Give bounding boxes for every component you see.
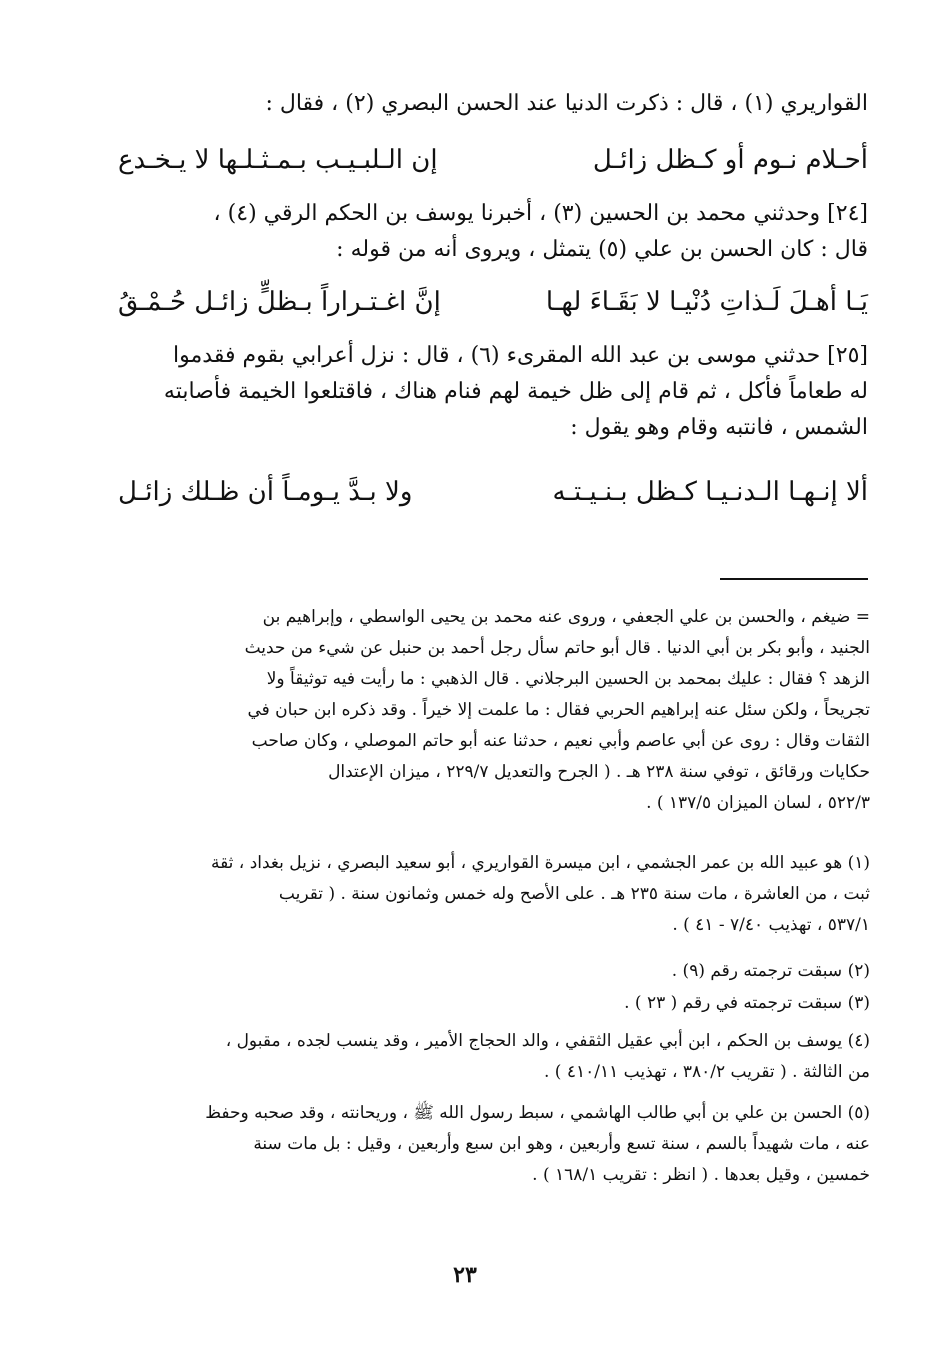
poem-verse-1 <box>118 140 868 180</box>
footnote-line: (١) هو عبيد الله بن عمر الجشمي ، ابن ميسرة القواريري ، أبو سعيد البصري ، نزيل بغداد ، ثقة <box>210 853 870 873</box>
paragraph-narration-24 <box>120 196 868 268</box>
verse-second-hemistich: إن الـلبـيـب بـمـثـلـها لا يـخـدع <box>118 145 438 175</box>
footnote-line: (٤) يوسف بن الحكم ، ابن أبي عقيل الثقفي ، والد الحجاج الأمير ، وقد ينسب لجده ، مقبول ، <box>225 1031 870 1051</box>
footnote-line: ٥٣٧/١ ، تهذيب ٧/٤٠ - ٤١ ) . <box>672 915 870 935</box>
footnote-4 <box>118 1026 870 1088</box>
text-line: له طعاماً فأكل ، ثم قام إلى ظل خيمة لهم فنام هناك ، فاقتلعوا الخيمة فأصابته <box>163 379 868 404</box>
footnote-line: (٥) الحسن بن علي بن أبي طالب الهاشمي ، سبط رسول الله ﷺ ، وريحانته ، وقد صحبه وحفظ <box>205 1103 870 1123</box>
paragraph-narration-25 <box>120 338 868 446</box>
footnote-line: عنه ، مات شهيداً بالسم ، سنة تسع وأربعين ، وهو ابن سبع وأربعين ، وقيل : بل مات سنة <box>253 1134 870 1154</box>
footnote-continued <box>118 602 870 819</box>
text-line: [٢٤] وحدثني محمد بن الحسين (٣) ، أخبرنا يوسف بن الحكم الرقي (٤) ، <box>213 201 868 226</box>
footnote-line: الثقات وقال : روى عن أبي عاصم وأبي نعيم ، حدثنا عنه أبو حاتم الموصلي ، وكان صاحب <box>251 731 870 751</box>
page-number: ٢٣ <box>453 1262 477 1288</box>
footnote-line: = ضيغم ، والحسن بن علي الجعفي ، وروى عنه محمد بن يحيى الواسطي ، وإبراهيم بن <box>262 607 870 627</box>
footnote-2 <box>118 956 870 987</box>
footnote-line: الزهد ؟ فقال : عليك بمحمد بن الحسين البرجلاني . قال الذهبي : ما رأيت فيه توثيقاً ولا <box>266 669 870 689</box>
footnote-line: ٥٢٢/٣ ، لسان الميزان ١٣٧/٥ ) . <box>646 793 870 813</box>
footnote-line: ثبت ، من العاشرة ، مات سنة ٢٣٥ هـ . على الأصح وله خمس وثمانون سنة . ( تقريب <box>278 884 870 904</box>
poem-verse-2 <box>118 282 868 322</box>
paragraph-intro <box>120 86 868 122</box>
footnote-separator <box>720 578 868 580</box>
footnote-line: حكايات ورقائق ، توفي سنة ٢٣٨ هـ . ( الجرح والتعديل ٢٢٩/٧ ، ميزان الإعتدال <box>328 762 870 782</box>
verse-second-hemistich: إنَّ اغـتـراراً بـظلٍّ زائـل حُـمْـقُ <box>118 287 441 317</box>
text-line: [٢٥] حدثني موسى بن عبد الله المقرىء (٦) ، قال : نزل أعرابي بقوم فقدموا <box>173 343 868 368</box>
text-line: القواريري (١) ، قال : ذكرت الدنيا عند الحسن البصري (٢) ، فقال : <box>265 91 868 116</box>
footnote-line: خمسين ، وقيل بعدها . ( انظر : تقريب ١٦٨/١ ) . <box>532 1165 870 1185</box>
footnote-line: (٢) سبقت ترجمته رقم (٩) . <box>671 961 870 981</box>
verse-second-hemistich: ولا بـدَّ يـومـاً أن ظـلك زائـل <box>118 477 413 507</box>
text-line: قال : كان الحسن بن علي (٥) يتمثل ، ويروى أنه من قوله : <box>336 237 868 262</box>
footnote-5 <box>118 1098 870 1191</box>
footnote-line: تجريحاً ، ولكن سئل عنه إبراهيم الحربي فقال : ما علمت إلا خيراً . وقد ذكره ابن حبان في <box>247 700 870 720</box>
poem-verse-3 <box>118 472 868 512</box>
footnote-line: (٣) سبقت ترجمته في رقم ( ٢٣ ) . <box>624 993 870 1013</box>
text-line: الشمس ، فانتبه وقام وهو يقول : <box>570 415 868 440</box>
footnote-line: الجنيد ، وأبو بكر بن أبي الدنيا . قال أبو حاتم سأل رجل أحمد بن حنبل عن شيء من حديث <box>244 638 870 658</box>
footnote-1 <box>118 848 870 941</box>
verse-first-hemistich: يَـا أهـلَ لَـذاتِ دُنْيـا لا بَقَـاءَ لهـا <box>545 287 868 317</box>
footnote-3 <box>118 988 870 1019</box>
footnote-line: من الثالثة . ( تقريب ٣٨٠/٢ ، تهذيب ٤١٠/١١ ) . <box>544 1062 870 1082</box>
verse-first-hemistich: ألا إنـهـا الـدنـيـا كـظل بـنـيـتـه <box>552 477 868 507</box>
verse-first-hemistich: أحـلام نـوم أو كـظل زائـل <box>592 145 868 175</box>
